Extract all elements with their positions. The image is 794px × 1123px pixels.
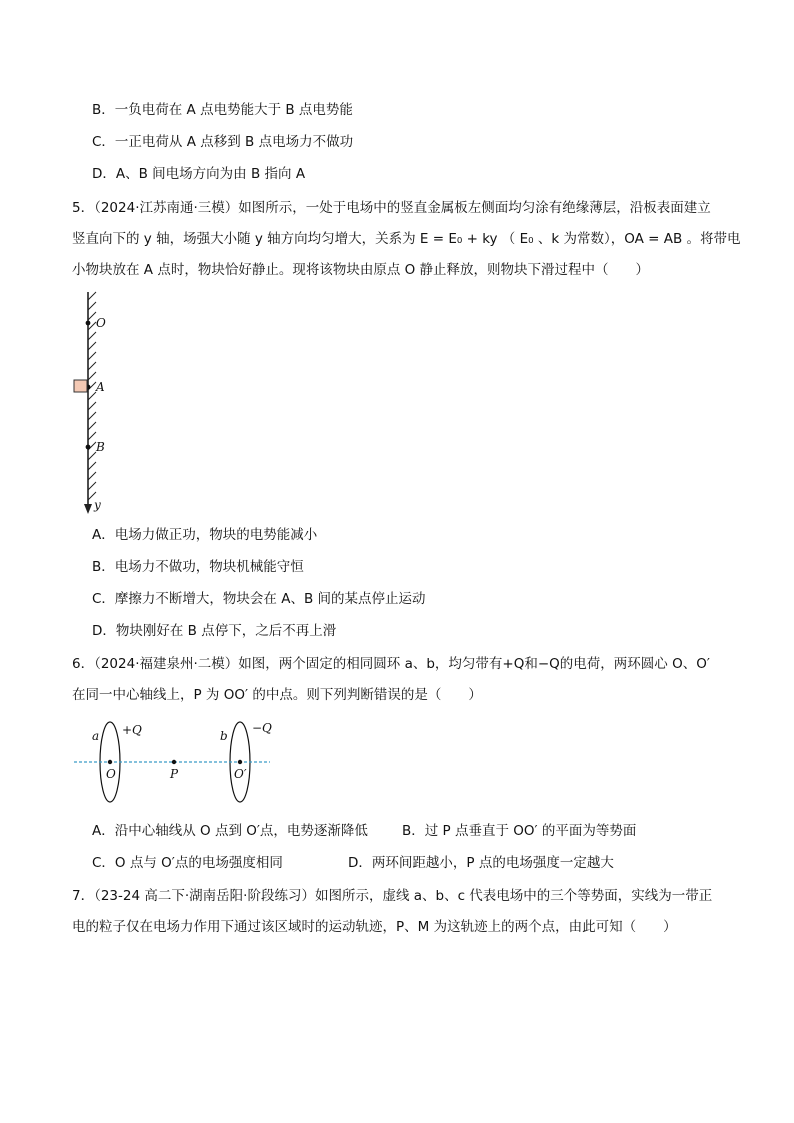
label-a: A <box>96 380 105 394</box>
y-axis-arrow <box>84 504 92 514</box>
q5-stem-line3: 小物块放在 A 点时，物块恰好静止。现将该物块由原点 O 静止释放，则物块下滑过程中（ ） <box>72 262 650 278</box>
q7-stem-line1: 7．（23-24 高二下·湖南岳阳·阶段练习）如图所示，虚线 a、b、c 代表电场中的三个等势面，实线为一带正 <box>72 888 713 904</box>
q6-stem-line1: 6．（2024·福建泉州·二模）如图，两个固定的相同圆环 a、b，均匀带有+Q和−Q的电荷，两环圆心 O、O′ <box>72 656 710 672</box>
q5-option-c: C．摩擦力不断增大，物块会在 A、B 间的某点停止运动 <box>92 591 426 607</box>
q5-option-d: D．物块刚好在 B 点停下，之后不再上滑 <box>92 623 337 639</box>
q6-option-d: D．两环间距越小，P 点的电场强度一定越大 <box>348 855 614 871</box>
label-plus-q: +Q <box>122 723 142 737</box>
block <box>74 380 87 392</box>
center-o-prime <box>238 760 242 764</box>
q5-stem-line1: 5．（2024·江苏南通·三模）如图所示，一处于电场中的竖直金属板左侧面均匀涂有绝缘薄层，沿板表面建立 <box>72 200 711 216</box>
q6-option-b: B．过 P 点垂直于 OO′ 的平面为等势面 <box>402 823 637 839</box>
label-o: O <box>106 767 116 781</box>
q4-option-b: B．一负电荷在 A 点电势能大于 B 点电势能 <box>92 102 353 118</box>
label-b: B <box>96 440 105 454</box>
q6-option-a: A．沿中心轴线从 O 点到 O′点，电势逐渐降低 <box>92 823 368 839</box>
label-y: y <box>94 498 101 512</box>
label-p: P <box>170 767 179 781</box>
label-o: O <box>96 316 106 330</box>
q4-option-c: C．一正电荷从 A 点移到 B 点电场力不做功 <box>92 134 354 150</box>
q6-figure <box>70 712 280 808</box>
q4-option-d: D．A、B 间电场方向为由 B 指向 A <box>92 166 306 182</box>
q5-figure <box>68 290 128 522</box>
q5-option-a: A．电场力做正功，物块的电势能减小 <box>92 527 318 543</box>
point-b <box>86 445 91 450</box>
point-o <box>86 321 91 326</box>
q7-stem-line2: 电的粒子仅在电场力作用下通过该区域时的运动轨迹，P、M 为这轨迹上的两个点，由此可知（ ） <box>72 919 677 935</box>
q6-option-c: C．O 点与 O′点的电场强度相同 <box>92 855 283 871</box>
label-b: b <box>220 729 228 743</box>
label-minus-q: −Q <box>252 721 272 735</box>
label-a: a <box>92 729 100 743</box>
q5-option-b: B．电场力不做功，物块机械能守恒 <box>92 559 304 575</box>
q5-stem-line2: 竖直向下的 y 轴，场强大小随 y 轴方向均匀增大，关系为 E = E₀ + ky （ E₀ 、k 为常数），OA = AB 。将带电 <box>72 231 741 247</box>
label-o-prime: O′ <box>234 767 247 781</box>
q6-stem-line2: 在同一中心轴线上，P 为 OO′ 的中点。则下列判断错误的是（ ） <box>72 687 482 703</box>
point-p <box>172 760 176 764</box>
center-o <box>108 760 112 764</box>
